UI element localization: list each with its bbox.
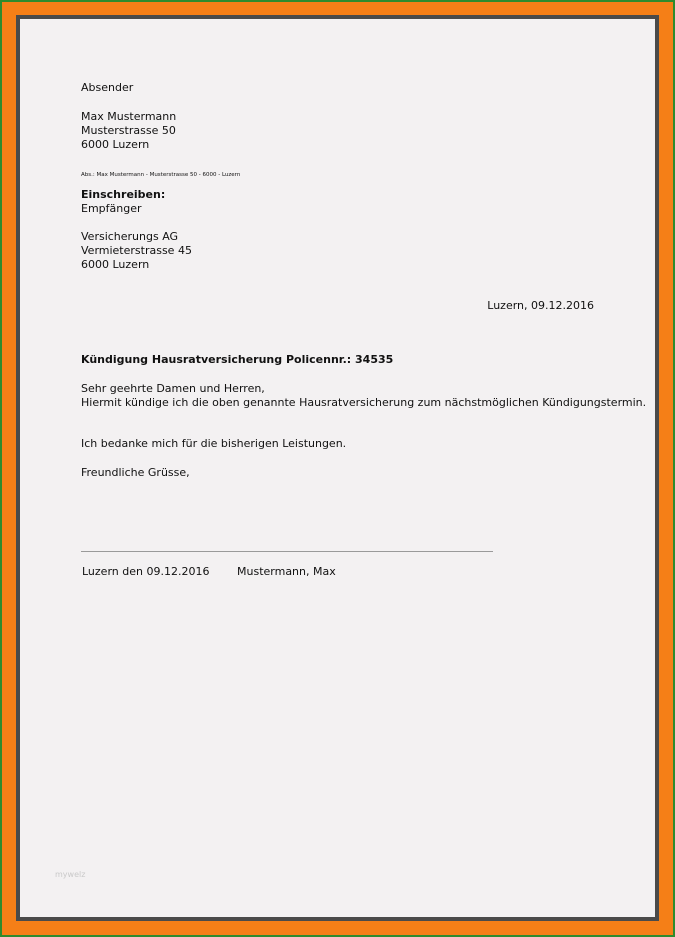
dark-frame [16,15,659,921]
sender-heading: Absender [81,81,134,94]
return-address-line: Abs.: Max Mustermann - Musterstrasse 50 - 6000 - Luzern [81,172,241,178]
signature-line [81,551,493,552]
recipient-label: Empfänger [81,202,142,215]
sender-name: Max Mustermann [81,110,177,123]
recipient-company: Versicherungs AG [81,230,179,243]
subject-line: Kündigung Hausratversicherung Policennr.: 34535 [81,353,394,366]
sender-street: Musterstrasse 50 [81,124,176,137]
signature-name: Mustermann, Max [237,565,336,578]
recipient-city: 6000 Luzern [81,258,150,271]
salutation: Sehr geehrte Damen und Herren, [81,382,265,395]
closing: Freundliche Grüsse, [81,466,190,479]
letter-page [20,19,655,917]
recipient-street: Vermieterstrasse 45 [81,244,192,257]
signature-place-date: Luzern den 09.12.2016 [82,565,210,578]
body-paragraph-2: Ich bedanke mich für die bisherigen Leistungen. [81,437,347,450]
place-date: Luzern, 09.12.2016 [487,299,594,312]
sender-city: 6000 Luzern [81,138,150,151]
delivery-type: Einschreiben: [81,188,166,201]
orange-frame [2,2,673,935]
watermark: mywelz [55,870,86,879]
body-paragraph-1: Hiermit kündige ich die oben genannte Hausratversicherung zum nächstmöglichen Kündigungstermin. [81,396,647,409]
